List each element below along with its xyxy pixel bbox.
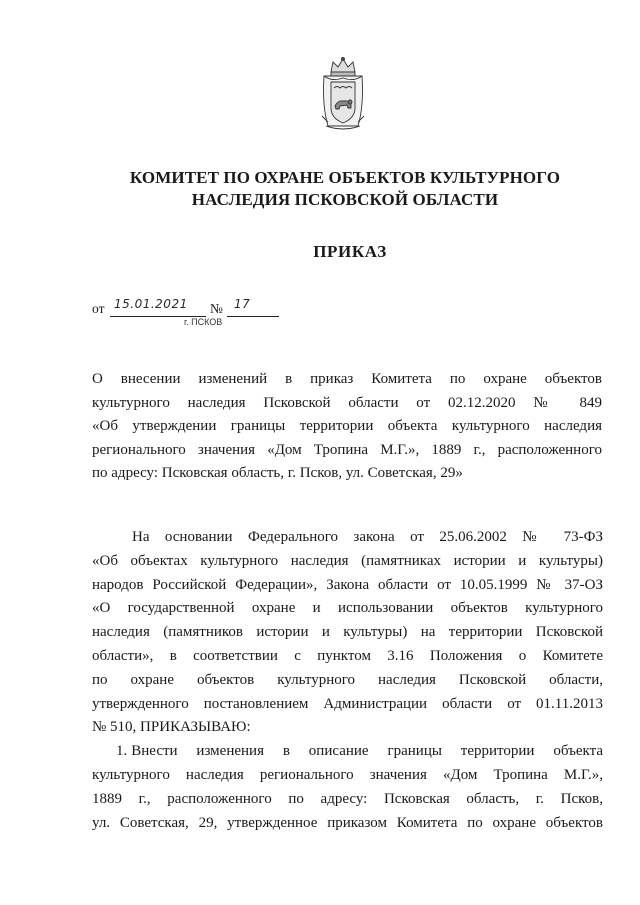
pskov-coat-of-arms-icon xyxy=(318,56,368,134)
preamble-line: народов Российской Федерации», Закона области от 10.05.1999 № 37-ОЗ xyxy=(92,576,603,593)
subject-line: О внесении изменений в приказ Комитета по охране объектов xyxy=(92,371,602,387)
preamble-line: по охране объектов культурного наследия Псковской области, xyxy=(92,671,603,688)
preamble-line: области», в соответствии с пунктом 3.16 Положения о Комитете xyxy=(92,647,603,664)
list-item-line: 1889 г., расположенного по адресу: Псковская область, г. Псков, xyxy=(92,790,603,807)
list-item-text: Внести изменения в описание границы территории объекта xyxy=(131,743,603,760)
preamble-line: «Об объектах культурного наследия (памятниках истории и культуры) xyxy=(92,552,603,569)
subject-line: «Об утверждении границы территории объекта культурного наследия xyxy=(92,418,602,435)
date-number-row xyxy=(92,297,292,329)
number-line xyxy=(227,316,279,317)
list-item-number: 1. xyxy=(116,743,128,760)
preamble-line: № 510, ПРИКАЗЫВАЮ: xyxy=(92,719,251,736)
city-label: г. ПСКОВ xyxy=(184,317,223,327)
order-body xyxy=(92,526,603,835)
document-type: ПРИКАЗ xyxy=(313,242,387,261)
subject-line: культурного наследия Псковской области от 02.12.2020 № 849 xyxy=(92,394,602,411)
organization-title-line-1: КОМИТЕТ ПО ОХРАНЕ ОБЪЕКТОВ КУЛЬТУРНОГО xyxy=(129,168,561,187)
preamble-line: На основании Федерального закона от 25.06.2002 № 73-ФЗ xyxy=(132,529,603,545)
number-value: 17 xyxy=(234,297,251,311)
list-item-1-first-line xyxy=(92,740,603,764)
preamble-line: «О государственной охране и использовании объектов культурного xyxy=(92,600,603,617)
date-label: от xyxy=(92,301,105,316)
number-label: № xyxy=(210,301,223,316)
list-item-line: ул. Советская, 29, утвержденное приказом Комитета по охране объектов xyxy=(92,814,603,831)
preamble-line: утвержденного постановлением Администрации области от 01.11.2013 xyxy=(92,695,603,712)
subject-line: регионального значения «Дом Тропина М.Г.», 1889 г., расположенного xyxy=(92,441,602,458)
organization-title xyxy=(110,167,580,211)
organization-title-line-2: НАСЛЕДИЯ ПСКОВСКОЙ ОБЛАСТИ xyxy=(191,190,499,209)
order-subject xyxy=(92,368,602,486)
preamble-line: наследия (памятников истории и культуры) на территории Псковской xyxy=(92,624,603,641)
date-value: 15.01.2021 xyxy=(114,297,188,311)
list-item-line: культурного наследия регионального значения «Дом Тропина М.Г.», xyxy=(92,766,603,783)
subject-line: по адресу: Псковская область, г. Псков, ул. Советская, 29» xyxy=(92,465,463,482)
